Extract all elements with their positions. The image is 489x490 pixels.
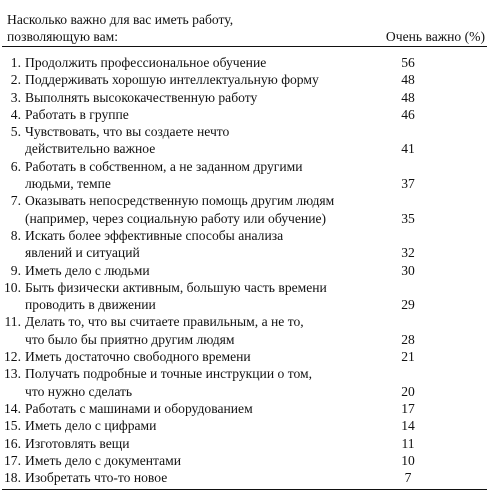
row-statement — [25, 54, 380, 71]
row-percent-value: 32 — [401, 245, 415, 261]
row-statement-line: Работать в собственном, а не заданном другими — [25, 158, 303, 174]
header-column-very-important: Очень важно (%) — [385, 29, 485, 44]
row-number: 5. — [10, 124, 21, 140]
row-percent-value: 17 — [401, 400, 415, 416]
row-statement — [25, 400, 380, 417]
row-percent-value: 21 — [401, 349, 415, 365]
row-percent-value: 41 — [401, 141, 415, 157]
row-percent-value: 29 — [401, 297, 415, 313]
row-statement-line: Продолжить профессиональное обучение — [25, 55, 267, 70]
row-percent-value: 46 — [401, 106, 415, 122]
row-statement-line: явлений и ситуаций — [25, 245, 140, 261]
row-statement — [25, 123, 380, 158]
table-row — [0, 452, 489, 469]
row-statement — [25, 452, 380, 469]
row-statement-line: Получать подробные и точные инструкции о том, — [25, 366, 313, 382]
row-percent-value: 37 — [401, 176, 415, 192]
table-row — [0, 158, 489, 193]
table-body — [0, 47, 489, 489]
row-statement — [25, 365, 380, 400]
row-statement-line: проводить в движении — [25, 297, 156, 313]
row-number: 13. — [4, 366, 21, 382]
table-row — [0, 348, 489, 365]
row-percent-value: 48 — [401, 89, 415, 105]
row-number: 6. — [10, 158, 21, 174]
row-number: 17. — [4, 452, 21, 468]
row-statement-line: Иметь дело с людьми — [25, 262, 150, 278]
row-statement — [25, 262, 380, 279]
row-statement-line: Иметь дело с документами — [25, 452, 182, 468]
row-statement — [25, 227, 380, 262]
table-row — [0, 313, 489, 348]
table-row — [0, 71, 489, 88]
table-row — [0, 435, 489, 452]
row-percent-value: 48 — [401, 72, 415, 88]
row-statement — [25, 435, 380, 452]
row-statement-line: Иметь дело с цифрами — [25, 418, 157, 434]
row-statement-line: Чувствовать, что вы создаете нечто — [25, 124, 230, 140]
row-number: 15. — [4, 418, 21, 434]
header-question-line: Насколько важно для вас иметь работу, — [7, 12, 234, 27]
survey-table — [0, 3, 489, 490]
row-number: 3. — [10, 89, 21, 105]
row-statement-line: Оказывать непосредственную помощь другим людям — [25, 193, 335, 209]
table-row — [0, 365, 489, 400]
row-statement-line: что нужно сделать — [25, 383, 133, 399]
row-statement-line: действительно важное — [25, 141, 156, 157]
row-statement — [25, 158, 380, 193]
row-number: 14. — [4, 400, 21, 416]
table-row — [0, 262, 489, 279]
table-row — [0, 89, 489, 106]
row-statement — [25, 106, 380, 123]
row-percent-value: 14 — [401, 418, 415, 434]
row-percent-value: 28 — [401, 331, 415, 347]
table-row — [0, 227, 489, 262]
row-number: 10. — [4, 279, 21, 295]
row-statement-line: Искать более эффективные способы анализа — [25, 227, 284, 243]
table-row — [0, 192, 489, 227]
row-percent-value: 35 — [401, 210, 415, 226]
table-row — [0, 106, 489, 123]
table-row — [0, 123, 489, 158]
row-statement — [25, 313, 380, 348]
row-statement — [25, 417, 380, 434]
row-statement-line: Быть физически активным, большую часть времени — [25, 279, 327, 295]
row-percent-value: 11 — [401, 435, 415, 451]
row-statement-line: (например, через социальную работу или обучение) — [25, 210, 327, 226]
row-statement-line: Работать в группе — [25, 106, 129, 122]
row-percent-value: 7 — [404, 470, 412, 486]
table-row — [0, 279, 489, 314]
row-statement — [25, 348, 380, 365]
row-statement-line: Выполнять высококачественную работу — [25, 89, 258, 105]
table-row — [0, 417, 489, 434]
row-statement — [25, 279, 380, 314]
row-number: 4. — [10, 106, 21, 122]
row-statement-line: Изобретать что-то новое — [25, 470, 168, 486]
header-question — [7, 11, 347, 46]
table-header — [0, 3, 489, 46]
header-question-line: позволяющую вам: — [7, 29, 119, 45]
row-statement — [25, 192, 380, 227]
row-statement-line: Поддерживать хорошую интеллектуальную форму — [25, 72, 319, 88]
row-percent-value: 30 — [401, 262, 415, 278]
table-row — [0, 54, 489, 71]
row-number: 18. — [4, 470, 21, 486]
row-number: 8. — [10, 227, 21, 243]
row-statement-line: что было бы приятно другим людям — [25, 331, 235, 347]
row-percent-value: 20 — [401, 383, 415, 399]
row-number: 12. — [4, 349, 21, 365]
row-statement-line: Изготовлять вещи — [25, 435, 130, 451]
table-row — [0, 400, 489, 417]
row-number: 7. — [10, 193, 21, 209]
row-percent-value: 56 — [401, 55, 415, 70]
row-number: 16. — [4, 435, 21, 451]
row-number: 9. — [10, 262, 21, 278]
row-number: 1. — [10, 55, 21, 70]
row-number: 11. — [4, 314, 21, 330]
row-statement-line: Работать с машинами и оборудованием — [25, 400, 253, 416]
row-number: 2. — [10, 72, 21, 88]
row-statement — [25, 89, 380, 106]
row-percent-value: 10 — [401, 452, 415, 468]
row-statement-line: Делать то, что вы считаете правильным, а не то, — [25, 314, 304, 330]
row-statement-line: Иметь достаточно свободного времени — [25, 349, 251, 365]
row-statement — [25, 71, 380, 88]
row-statement-line: людьми, темпе — [25, 176, 111, 192]
